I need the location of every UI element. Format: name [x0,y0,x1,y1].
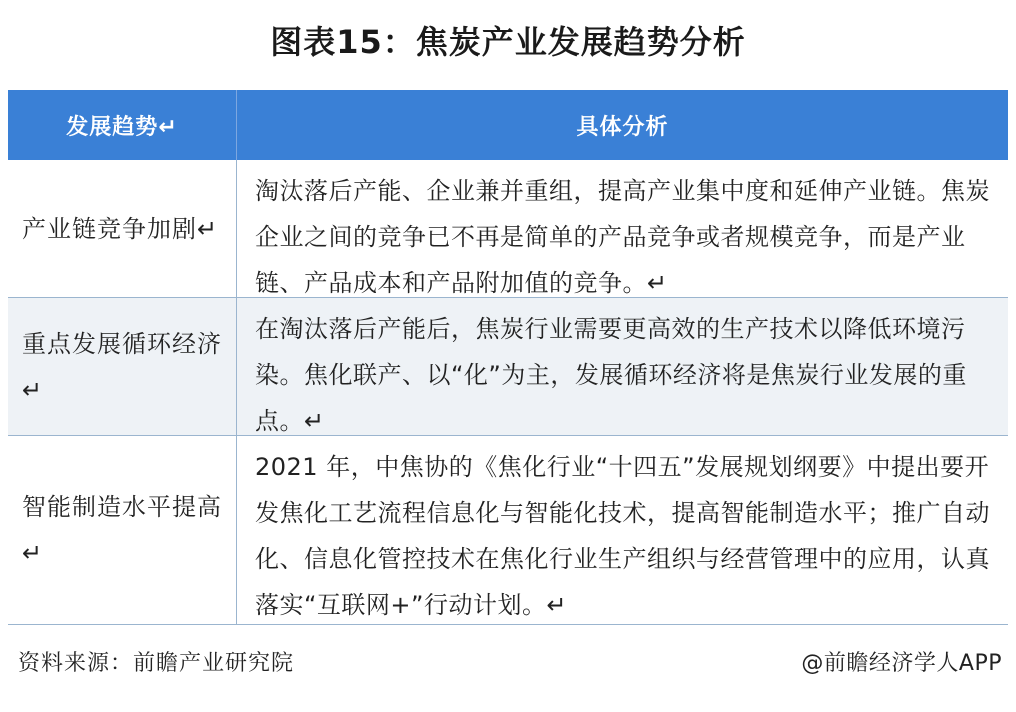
trend-text: 重点发展循环经济↵ [22,329,222,404]
analysis-text: 2021 年，中焦协的《焦化行业“十四五”发展规划纲要》中提出要开发焦化工艺流程信息化与智能化技术，提高智能制造水平；推广自动化、信息化管控技术在焦化行业生产组织与经营管理中的应用，认真落实“互联网+”行动计划。↵ [255,453,990,619]
table-header-row [8,90,1008,160]
trend-cell [8,436,237,624]
table-row [8,436,1008,625]
header-cell-trend [8,90,237,160]
trend-text: 产业链竞争加剧↵ [22,214,219,243]
trend-text: 智能制造水平提高↵ [22,493,222,567]
credit-note: @前瞻经济学人APP [801,651,1002,676]
analysis-text: 在淘汰落后产能后，焦炭行业需要更高效的生产技术以降低环境污染。焦化联产、以“化”为主，发展循环经济将是焦炭行业发展的重点。↵ [255,315,967,435]
analysis-cell [237,160,1008,297]
analysis-cell [237,436,1008,624]
header-label-trend: 发展趋势↵ [66,114,178,140]
analysis-cell [237,298,1008,435]
trend-cell [8,298,237,435]
chart-title: 图表15：焦炭产业发展趋势分析 [270,23,746,61]
source-note: 资料来源：前瞻产业研究院 [18,651,295,676]
header-label-analysis: 具体分析 [576,114,669,140]
table-row [8,298,1008,436]
analysis-text: 淘汰落后产能、企业兼并重组，提高产业集中度和延伸产业链。焦炭企业之间的竞争已不再是简单的产品竞争或者规模竞争，而是产业链、产品成本和产品附加值的竞争。↵ [255,177,990,297]
trend-table [8,90,1008,625]
header-cell-analysis [237,90,1008,160]
table-row [8,160,1008,298]
trend-cell [8,160,237,297]
